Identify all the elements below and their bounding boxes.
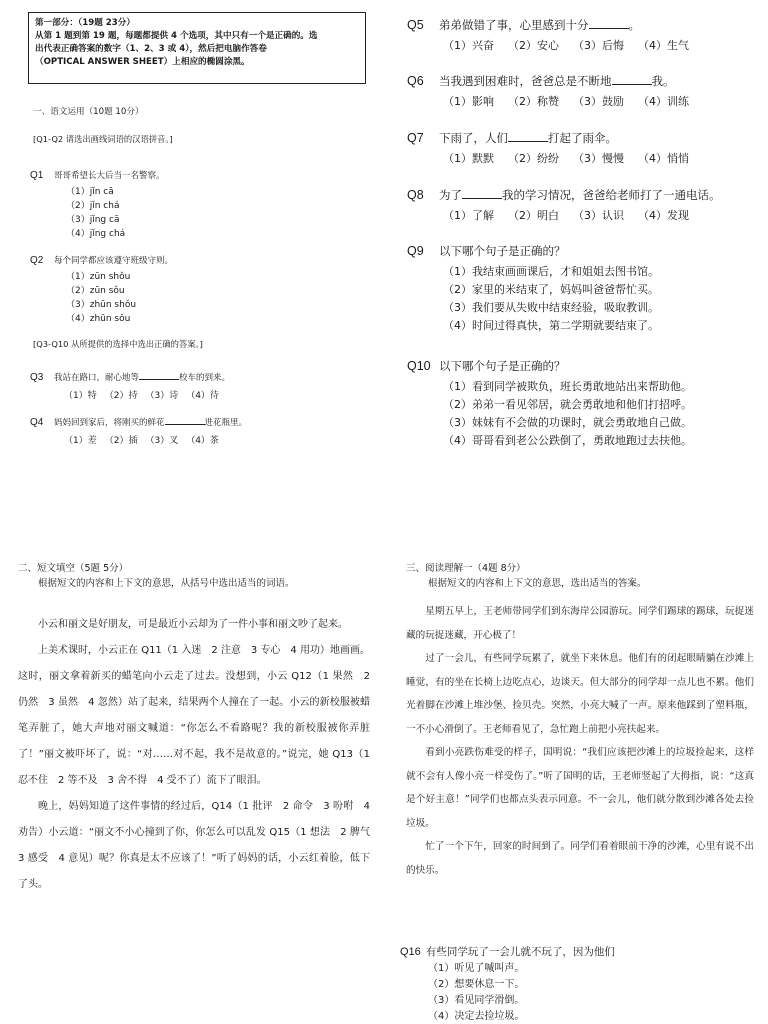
- question-text: 我。: [651, 74, 675, 88]
- option: （1）差: [64, 436, 97, 446]
- option: （4）训练: [638, 95, 689, 108]
- option: （4）发现: [638, 209, 689, 222]
- option: （2）持: [104, 391, 138, 401]
- question-number: Q3: [30, 372, 44, 383]
- instruction-line: 从第 1 题到第 19 题，每题都提供 4 个选项，其中只有一个是正确的。选: [35, 31, 318, 41]
- question-text: 打起了雨伞。: [548, 131, 617, 145]
- option: （4）哥哥看到老公公跌倒了，勇敢地跑过去扶他。: [443, 434, 692, 447]
- option: （4）茶: [186, 436, 219, 446]
- question-q9: [407, 240, 752, 335]
- option: （3）看见同学滑倒。: [428, 995, 525, 1006]
- option: （3）鼓励: [573, 95, 624, 108]
- option: （1）zūn shǒu: [66, 272, 131, 282]
- question-text: 进花瓶里。: [204, 418, 248, 428]
- option: （2）zūn sǒu: [66, 286, 125, 296]
- question-text: 我的学习情况，爸爸给老师打了一通电话。: [502, 188, 721, 202]
- option: （4）jǐng chá: [66, 229, 126, 239]
- question-q1: [30, 163, 370, 241]
- question-number: Q16: [400, 946, 421, 958]
- passage-paragraph: 晚上，妈妈知道了这件事情的经过后，Q14（1 批评 2 命令 3 吩咐 4 劝告）小云道：“丽文不小心撞到了你，你怎么可以乱发 Q15（1 想法 2 脾气 3 感受 4 意见）呢？你真是太不应该了！”听了妈妈的话，小云红着脸，低下了头。: [18, 801, 380, 890]
- question-text: 校车的到来。: [179, 373, 231, 383]
- option: （2）插: [104, 436, 138, 446]
- option: （3）zhūn shǒu: [66, 300, 137, 310]
- section-instruction: 根据短文的内容和上下文的意思，从括号中选出适当的词语。: [38, 578, 295, 589]
- question-text: 妈妈回到家后，将刚买的鲜花: [54, 418, 165, 428]
- question-number: Q1: [30, 170, 44, 181]
- instruction-box: [28, 12, 366, 84]
- question-number: Q6: [407, 74, 424, 88]
- option: （4）待: [186, 391, 219, 401]
- question-q6: [407, 70, 752, 109]
- option: （1）默默: [443, 152, 494, 165]
- question-q2: [30, 248, 370, 326]
- option: （4）时间过得真快，第二学期就要结束了。: [443, 319, 659, 332]
- answer-blank: [165, 415, 205, 425]
- section-instruction: 根据短文的内容和上下文的意思，选出适当的答案。: [428, 578, 647, 589]
- answer-blank: [612, 75, 652, 85]
- answer-blank: [508, 132, 548, 142]
- option: （2）安心: [508, 39, 559, 52]
- option: （1）特: [64, 391, 97, 401]
- option: （1）了解: [443, 209, 494, 222]
- question-number: Q7: [407, 131, 424, 145]
- answer-blank: [462, 189, 502, 199]
- cloze-passage: [18, 612, 380, 898]
- question-text: 弟弟做错了事，心里感到十分: [439, 18, 589, 32]
- option: （3）慢慢: [573, 152, 624, 165]
- question-q3: [30, 365, 370, 401]
- question-number: Q5: [407, 18, 424, 32]
- question-q4: [30, 410, 370, 446]
- question-text: 我站在路口，耐心地等: [54, 373, 140, 383]
- question-text: 每个同学都应该遵守班级守则。: [54, 256, 174, 266]
- section-instruction: [Q3-Q10 从所提供的选择中选出正确的答案。]: [33, 339, 203, 349]
- option: （4）zhūn sǒu: [66, 314, 131, 324]
- section-title: 三、阅读理解一（4题 8分）: [406, 563, 526, 574]
- option: （1）我结束画画课后，才和姐姐去图书馆。: [443, 265, 659, 278]
- section-title: 一、语文运用（10题 10分）: [33, 107, 144, 117]
- option: （2）称赞: [508, 95, 559, 108]
- question-q16: [400, 940, 730, 1024]
- option: （2）家里的米结束了，妈妈叫爸爸帮忙买。: [443, 283, 659, 296]
- option: （4）悄悄: [638, 152, 689, 165]
- question-q5: [407, 14, 752, 53]
- option: （1）影响: [443, 95, 494, 108]
- option: （1）jǐn cā: [66, 187, 114, 197]
- question-text: 。: [628, 18, 640, 32]
- option: （1）听见了喊叫声。: [428, 963, 525, 974]
- option: （4）生气: [638, 39, 689, 52]
- option: （1）兴奋: [443, 39, 494, 52]
- question-number: Q4: [30, 417, 44, 428]
- instruction-line: 出代表正确答案的数字（1、2、3 或 4），然后把电脑作答卷: [35, 44, 267, 54]
- reading-passage: [406, 600, 754, 882]
- passage-paragraph: 星期五早上，王老师带同学们到东海岸公园游玩。同学们踢球的踢球，玩捉迷藏的玩捉迷藏，开心极了！: [406, 606, 754, 641]
- question-text: 哥哥希望长大后当一名警察。: [54, 171, 165, 181]
- option: （3）诗: [145, 391, 179, 401]
- option: （2）明白: [508, 209, 559, 222]
- option: （3）后悔: [573, 39, 624, 52]
- option: （2）纷纷: [508, 152, 559, 165]
- option: （4）决定去捡垃圾。: [428, 1011, 525, 1022]
- section-title: 二、短文填空（5题 5分）: [18, 563, 129, 574]
- option: （2）想要休息一下。: [428, 979, 525, 990]
- question-text: 有些同学玩了一会儿就不玩了，因为他们: [425, 946, 615, 958]
- option: （1）看到同学被欺负，班长勇敢地站出来帮助他。: [443, 380, 692, 393]
- answer-blank: [139, 370, 179, 380]
- option: （3）jǐng cā: [66, 215, 120, 225]
- passage-paragraph: 看到小亮跌伤难受的样子，国明说：“我们应该把沙滩上的垃圾捡起来，这样就不会有人像小亮一样受伤了。”听了国明的话，王老师竖起了大拇指，说：“这真是个好主意！”同学们也都点头表示同意。不一会儿，他们就分散到沙滩各处去捡垃圾。: [406, 747, 754, 829]
- option: （3）叉: [145, 436, 179, 446]
- question-text: 当我遇到困难时，爸爸总是不断地: [439, 74, 612, 88]
- question-text: 为了: [439, 188, 462, 202]
- question-q10: [407, 355, 752, 450]
- part-title: 第一部分：（19题 23分）: [35, 18, 135, 28]
- option: （3）我们要从失败中结束经验，吸取教训。: [443, 301, 659, 314]
- section-instruction: [Q1-Q2 请选出画线词语的汉语拼音。]: [33, 134, 173, 144]
- option: （3）认识: [573, 209, 624, 222]
- question-text: 下雨了，人们: [439, 131, 508, 145]
- question-number: Q9: [407, 244, 424, 258]
- passage-paragraph: 小云和丽文是好朋友，可是最近小云却为了一件小事和丽文吵了起来。: [38, 619, 348, 630]
- question-q8: [407, 184, 752, 223]
- question-number: Q8: [407, 188, 424, 202]
- passage-paragraph: 忙了一个下午，回家的时间到了。同学们看着眼前干净的沙滩，心里有说不出的快乐。: [406, 841, 754, 876]
- question-number: Q2: [30, 255, 44, 266]
- question-number: Q10: [407, 359, 431, 373]
- option: （3）妹妹有不会做的功课时，就会勇敢地自己做。: [443, 416, 692, 429]
- passage-paragraph: 上美术课时，小云正在 Q11（1 入迷 2 注意 3 专心 4 用功）地画画。这时，丽文拿着新买的蜡笔向小云走了过去。没想到，小云 Q12（1 果然 2 仍然 3 虽然 4 忽然）站了起来，结果两个人撞在了一起。小云的新校服被蜡笔弄脏了，她大声地对丽文喊道：“你怎么不看路呢？我的新校服被你弄脏了！”丽文被吓坏了，说：“对……对不起，我不是故意的。”说完，她 Q13（1 忍不住 2 等不及 3 舍不得 4 受不了）流下了眼泪。: [18, 645, 370, 786]
- option: （2）弟弟一看见邻居，就会勇敢地和他们打招呼。: [443, 398, 692, 411]
- question-text: 以下哪个句子是正确的？: [439, 244, 566, 258]
- question-text: 以下哪个句子是正确的？: [439, 359, 566, 373]
- passage-paragraph: 过了一会儿，有些同学玩累了，就坐下来休息。他们有的闭起眼睛躺在沙滩上睡觉，有的坐在长椅上边吃点心，边谈天。但大部分的同学却一点儿也不累。他们光着脚在沙滩上堆沙堡、捡贝壳。突然，小亮大喊了一声。原来他踩到了塑料瓶，一不小心滑倒了。王老师看见了，急忙跑上前把小亮扶起来。: [406, 653, 754, 735]
- option: （2）jǐn chá: [66, 201, 120, 211]
- instruction-line: （OPTICAL ANSWER SHEET）上相应的椭圆涂黑。: [35, 57, 250, 67]
- answer-blank: [589, 19, 629, 29]
- question-q7: [407, 127, 752, 166]
